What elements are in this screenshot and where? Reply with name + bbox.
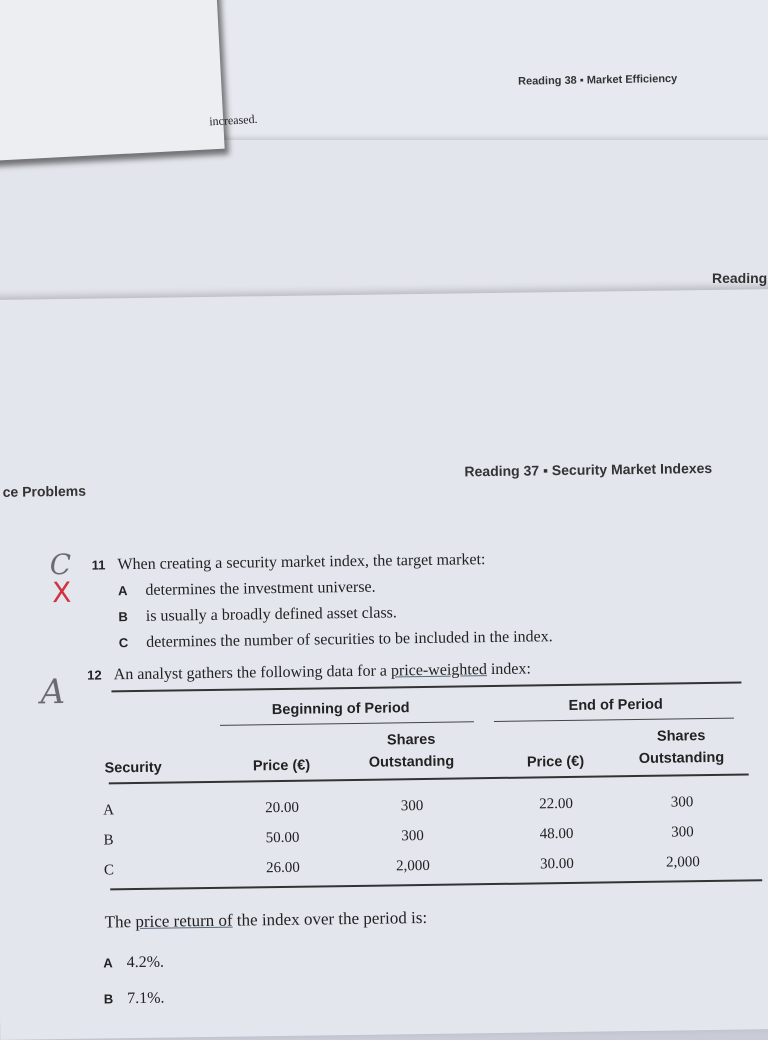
header-begin-price: Price (€) [252,757,311,775]
table-row: A 20.00 300 22.00 300 [103,794,694,819]
question-11 [92,551,486,574]
question-12-follow-up: The price return of the index over the period is: [104,907,428,932]
handwritten-c-mark: C [49,547,72,582]
handwritten-a-mark: A [40,671,66,713]
question-number: 12 [87,667,102,683]
header-rule [109,773,749,784]
question-12: 12 An analyst gathers the following data for a price-weighted index: [87,660,531,684]
table-row: C 26.00 2,000 30.00 2,000 [103,854,700,879]
table-bottom-rule [110,879,762,890]
main-page [0,289,768,1040]
header-end-price: Price (€) [526,753,585,771]
running-header-reading: Reading [712,270,768,286]
running-header-reading-38: Reading 38 ▪ Market Efficiency [517,72,678,88]
price-weighted-term: price-weighted [390,661,487,680]
group-rule-end [494,718,734,722]
header-beginning-of-period: Beginning of Period [271,700,410,719]
header-end-shares: Shares Outstanding [638,728,725,767]
header-end-of-period: End of Period [568,696,663,714]
table-top-rule [111,682,741,693]
answer-option-c: C determines the number of securities to be included in the index. [118,628,553,651]
flap-text: increased. [208,111,258,129]
question-number: 11 [91,557,106,573]
folded-page-flap [0,0,258,161]
page-header-left: ce Problems [2,482,87,500]
answer-option-a: A 4.2%. [103,953,165,972]
header-security: Security [104,759,162,777]
header-begin-shares: Shares Outstanding [368,731,455,771]
answer-option-a: A determines the investment universe. [117,578,376,599]
question-stem: When creating a security market index, the target market: [117,551,486,574]
page-header-right: Reading 37 ▪ Security Market Indexes [464,459,713,480]
answer-option-b: B is usually a broadly defined asset class. [118,604,397,625]
table-row: B 50.00 300 48.00 300 [103,824,694,849]
price-return-term: price return of [135,910,233,932]
handwritten-x-mark: X [51,575,72,610]
answer-option-b: B 7.1%. [103,989,165,1008]
